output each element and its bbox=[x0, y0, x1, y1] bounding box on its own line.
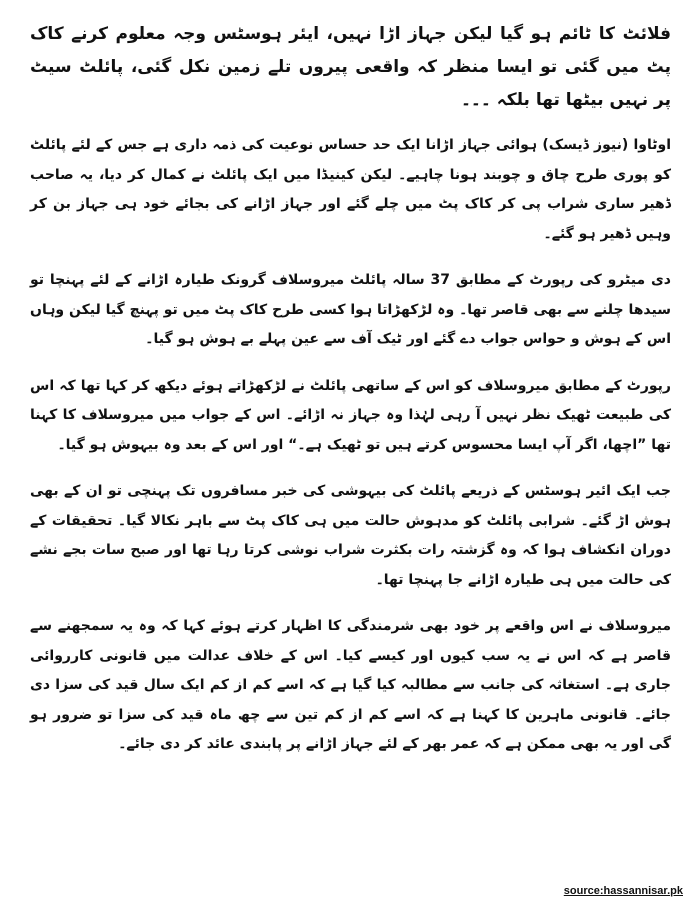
source-credit: source:hassannisar.pk bbox=[563, 885, 683, 897]
article-paragraph-2: دی میٹرو کی رپورٹ کے مطابق 37 سالہ پائلٹ میروسلاف گرونک طیارہ اڑانے کے لئے پہنچا تو سیدھا چلنے سے بھی قاصر تھا۔ وہ لڑکھڑاتا ہوا کسی طرح کاک پٹ میں تو پہنچ گیا لیکن وہاں اس کے ہوش و حواس جواب دے گئے اور ٹیک آف سے عین پہلے بے ہوش ہو گیا۔ bbox=[30, 272, 671, 347]
article-paragraph-5: میروسلاف نے اس واقعے پر خود بھی شرمندگی کا اظہار کرتے ہوئے کہا کہ وہ یہ سمجھنے سے قاصر ہے کہ اس نے یہ سب کیوں اور کیسے کیا۔ اس کے خلاف عدالت میں قانونی کارروائی جاری ہے۔ استغاثہ کی جانب سے مطالبہ کیا گیا ہے کہ اسے کم از کم ایک سال قید کی سزا دی جائے۔ قانونی ماہرین کا کہنا ہے کہ اسے کم از کم تین سے چھ ماہ قید کی سزا تو ضرور ہو گی اور یہ بھی ممکن ہے کہ عمر بھر کے لئے جہاز اڑانے پر پابندی عائد کر دی جائے۔ bbox=[30, 618, 671, 752]
article-paragraph-4: جب ایک ائیر ہوسٹس کے ذریعے پائلٹ کی بیہوشی کی خبر مسافروں تک پہنچی تو ان کے بھی ہوش اڑ گئے۔ شرابی پائلٹ کو مدہوش حالت میں ہی کاک پٹ سے باہر نکالا گیا۔ تحقیقات کے دوران انکشاف ہوا کہ وہ گزشتہ رات بکثرت شراب نوشی کرتا رہا تھا اور صبح سات بجے نشے کی حالت میں ہی طیارہ اڑانے جا پہنچا تھا۔ bbox=[30, 483, 671, 588]
article-paragraph-1: اوٹاوا (نیوز ڈیسک) ہوائی جہاز اڑانا ایک حد حساس نوعیت کی ذمہ داری ہے جس کے لئے پائلٹ کو پوری طرح چاق و چوبند ہونا چاہیے۔ لیکن کینیڈا میں ایک پائلٹ نے کمال کر دیا، یہ صاحب ڈھیر ساری شراب پی کر کاک پٹ میں چلے گئے اور جہاز اڑانے کی بجائے خود ہی جہاز بن کر وہیں ڈھیر ہو گئے۔ bbox=[30, 137, 671, 242]
article-paragraph-3: رپورٹ کے مطابق میروسلاف کو اس کے ساتھی پائلٹ نے لڑکھڑاتے ہوئے دیکھ کر کہا تھا کہ اس کی طبیعت ٹھیک نظر نہیں آ رہی لہٰذا وہ جہاز نہ اڑائے۔ اس کے جواب میں میروسلاف کا کہنا تھا ”اچھا، اگر آپ ایسا محسوس کرتے ہیں تو ٹھیک ہے۔“ اور اس کے بعد وہ بیہوش ہو گیا۔ bbox=[30, 377, 671, 453]
article-headline: فلائٹ کا ٹائم ہو گیا لیکن جہاز اڑا نہیں، ایئر ہوسٹس وجہ معلوم کرنے کاک پٹ میں گئی تو ایسا منظر کہ واقعی پیروں تلے زمین نکل گئی، پائلٹ سیٹ پر نہیں بیٹھا تھا بلکہ ۔۔۔ bbox=[30, 24, 671, 110]
